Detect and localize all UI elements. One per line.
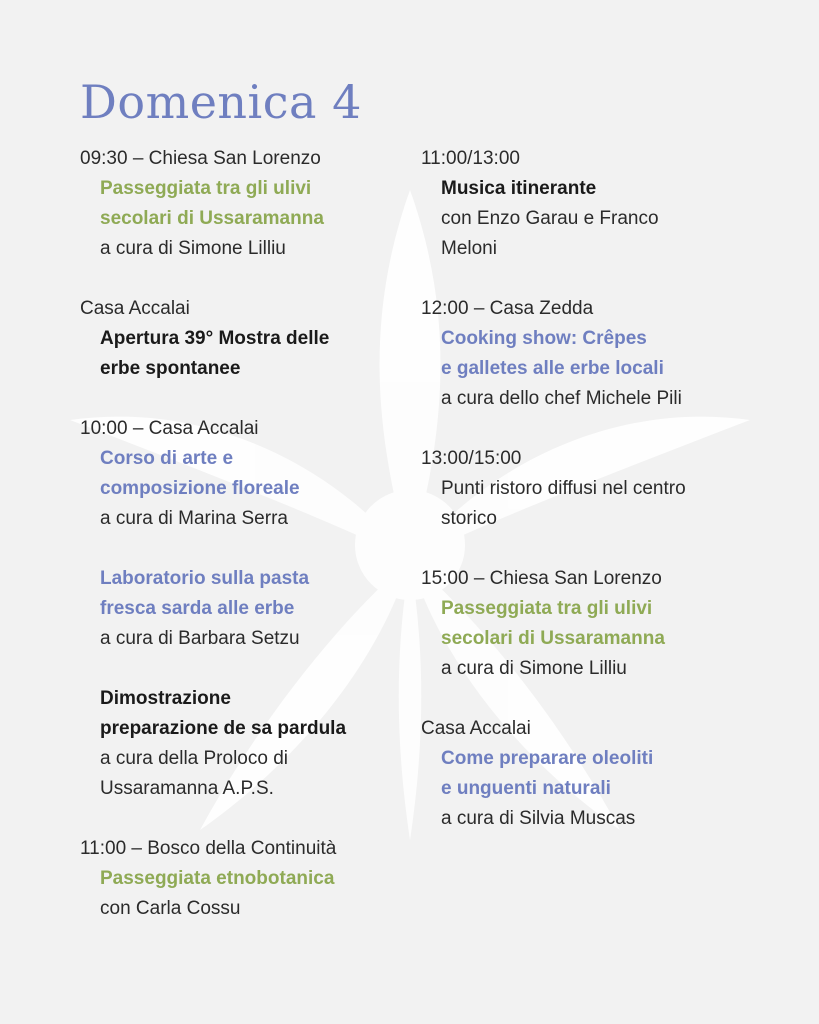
event-detail: a cura di Marina Serra (100, 508, 288, 529)
event-detail: con Carla Cossu (100, 898, 241, 919)
schedule-event (421, 144, 751, 264)
event-time-location: 11:00 – Bosco della Continuità (80, 838, 337, 859)
schedule-event (80, 414, 410, 534)
event-time-location: 11:00/13:00 (421, 148, 520, 169)
event-title: e galletes alle erbe locali (441, 358, 664, 379)
event-title: preparazione de sa pardula (100, 718, 347, 739)
event-time-location: 10:00 – Casa Accalai (80, 418, 259, 439)
schedule-event (80, 684, 410, 804)
event-detail: a cura di Simone Lilliu (441, 658, 627, 679)
event-title: secolari di Ussaramanna (441, 628, 665, 649)
schedule-event (80, 564, 410, 654)
schedule-event (80, 144, 410, 264)
event-title: Corso di arte e (100, 448, 234, 469)
event-detail: Meloni (441, 238, 497, 259)
event-title: Apertura 39° Mostra delle (100, 328, 330, 349)
event-title: Passeggiata tra gli ulivi (441, 598, 653, 619)
schedule-event (421, 294, 751, 414)
event-detail: storico (441, 508, 497, 529)
event-detail: Punti ristoro diffusi nel centro (441, 478, 686, 499)
event-title: erbe spontanee (100, 358, 241, 379)
schedule-event (421, 564, 751, 684)
event-time-location: 12:00 – Casa Zedda (421, 298, 594, 319)
schedule-left-column (80, 144, 410, 954)
schedule-right-column (421, 144, 751, 864)
event-detail: con Enzo Garau e Franco (441, 208, 659, 229)
event-detail: a cura di Silvia Muscas (441, 808, 636, 829)
schedule-event (421, 714, 751, 834)
schedule-event (421, 444, 751, 534)
event-title: Passeggiata tra gli ulivi (100, 178, 312, 199)
event-title: Dimostrazione (100, 688, 231, 709)
event-detail: a cura dello chef Michele Pili (441, 388, 682, 409)
event-detail: Ussaramanna A.P.S. (100, 778, 274, 799)
event-title: Musica itinerante (441, 178, 597, 199)
event-time-location: 13:00/15:00 (421, 448, 522, 469)
event-time-location: 15:00 – Chiesa San Lorenzo (421, 568, 662, 589)
event-time-location: Casa Accalai (421, 718, 531, 739)
event-detail: a cura della Proloco di (100, 748, 288, 769)
event-time-location: 09:30 – Chiesa San Lorenzo (80, 148, 321, 169)
event-title: e unguenti naturali (441, 778, 611, 799)
event-detail: a cura di Barbara Setzu (100, 628, 300, 649)
schedule-event (80, 294, 410, 384)
event-title: Cooking show: Crêpes (441, 328, 647, 349)
schedule-event (80, 834, 410, 924)
event-title: composizione floreale (100, 478, 300, 499)
event-title: Passeggiata etnobotanica (100, 868, 335, 889)
event-title: fresca sarda alle erbe (100, 598, 295, 619)
event-time-location: Casa Accalai (80, 298, 190, 319)
event-title: Laboratorio sulla pasta (100, 568, 310, 589)
event-detail: a cura di Simone Lilliu (100, 238, 286, 259)
event-title: secolari di Ussaramanna (100, 208, 324, 229)
event-title: Come preparare oleoliti (441, 748, 654, 769)
page-title: Domenica 4 (80, 75, 362, 129)
